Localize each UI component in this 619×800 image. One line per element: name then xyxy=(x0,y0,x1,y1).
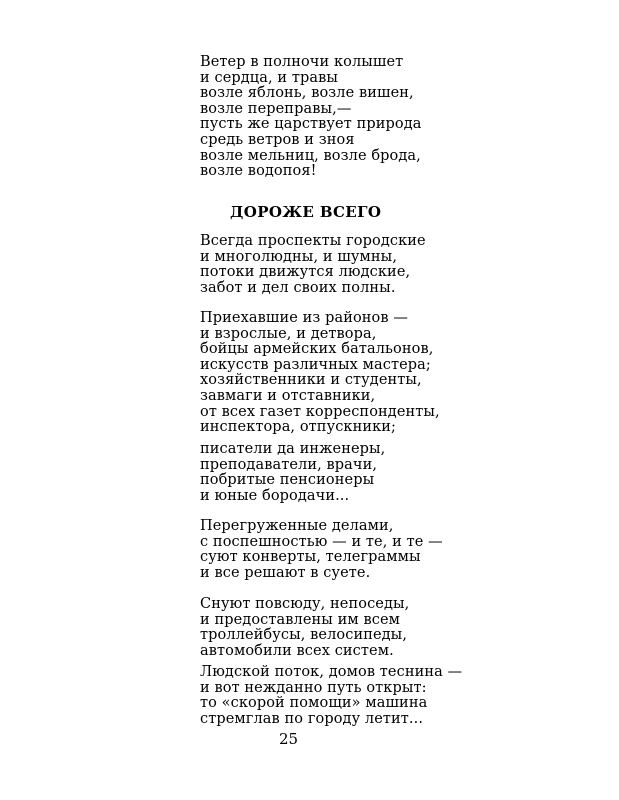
poem-line: стремглав по городу летит... xyxy=(200,710,424,727)
poem-line: и многолюдны, и шумны, xyxy=(200,248,398,265)
poem-line: хозяйственники и студенты, xyxy=(200,372,422,389)
poem-line: искусств различных мастера; xyxy=(200,356,431,373)
poem-line: Всегда проспекты городские xyxy=(200,233,426,249)
poem-end-stanza xyxy=(200,55,421,180)
poem-line: и взрослые, и детвора, xyxy=(200,325,377,342)
poem-line: пусть же царствует природа xyxy=(200,116,422,133)
poem-line: троллейбусы, велосипеды, xyxy=(200,627,408,644)
poem-line: возле яблонь, возле вишен, xyxy=(200,85,414,102)
poem-line: с поспешностью — и те, и те — xyxy=(200,533,443,550)
poem-line: Приехавшие из районов — xyxy=(200,310,408,326)
poem-title: ДОРОЖЕ ВСЕГО xyxy=(230,203,382,221)
poem-line: и сердца, и травы xyxy=(200,69,338,86)
poem-line: возле переправы,— xyxy=(200,100,352,117)
poem-line: возле водопоя! xyxy=(200,163,317,180)
poem-line: завмаги и отставники, xyxy=(200,387,376,404)
poem-line: преподаватели, врачи, xyxy=(200,456,378,473)
poem-line: забот и дел своих полны. xyxy=(200,279,396,296)
poem-line: писатели да инженеры, xyxy=(200,441,386,457)
poem-line: бойцы армейских батальонов, xyxy=(200,341,434,358)
poem-line: потоки движутся людские, xyxy=(200,264,411,281)
poem-stanza xyxy=(200,311,440,436)
poem-line: суют конверты, телеграммы xyxy=(200,549,421,566)
poem-line: Людской поток, домов теснина — xyxy=(200,664,463,680)
poem-line: Ветер в полночи колышет xyxy=(200,54,404,70)
poem-stanza xyxy=(200,519,443,581)
poem-line: и предоставлены им всем xyxy=(200,611,401,628)
poem-line: Снуют повсюду, непоседы, xyxy=(200,596,410,612)
poem-line: средь ветров и зноя xyxy=(200,131,355,148)
poem-stanza xyxy=(200,665,462,727)
poem-stanza xyxy=(200,597,409,659)
poem-stanza xyxy=(200,442,385,504)
poem-line: и все решают в суете. xyxy=(200,564,371,581)
poem-line: Перегруженные делами, xyxy=(200,518,394,534)
poem-line: автомобили всех систем. xyxy=(200,642,394,659)
poem-line: возле мельниц, возле брода, xyxy=(200,147,421,164)
poem-line: побритые пенсионеры xyxy=(200,472,375,489)
poem-line: и юные бородачи... xyxy=(200,487,350,504)
poem-line: от всех газет корреспонденты, xyxy=(200,403,440,420)
poem-line: инспектора, отпускники; xyxy=(200,419,397,436)
poem-line: то «скорой помощи» машина xyxy=(200,695,428,712)
poem-line: и вот нежданно путь открыт: xyxy=(200,679,427,696)
page-number: 25 xyxy=(279,730,299,748)
poem-stanza xyxy=(200,234,426,296)
